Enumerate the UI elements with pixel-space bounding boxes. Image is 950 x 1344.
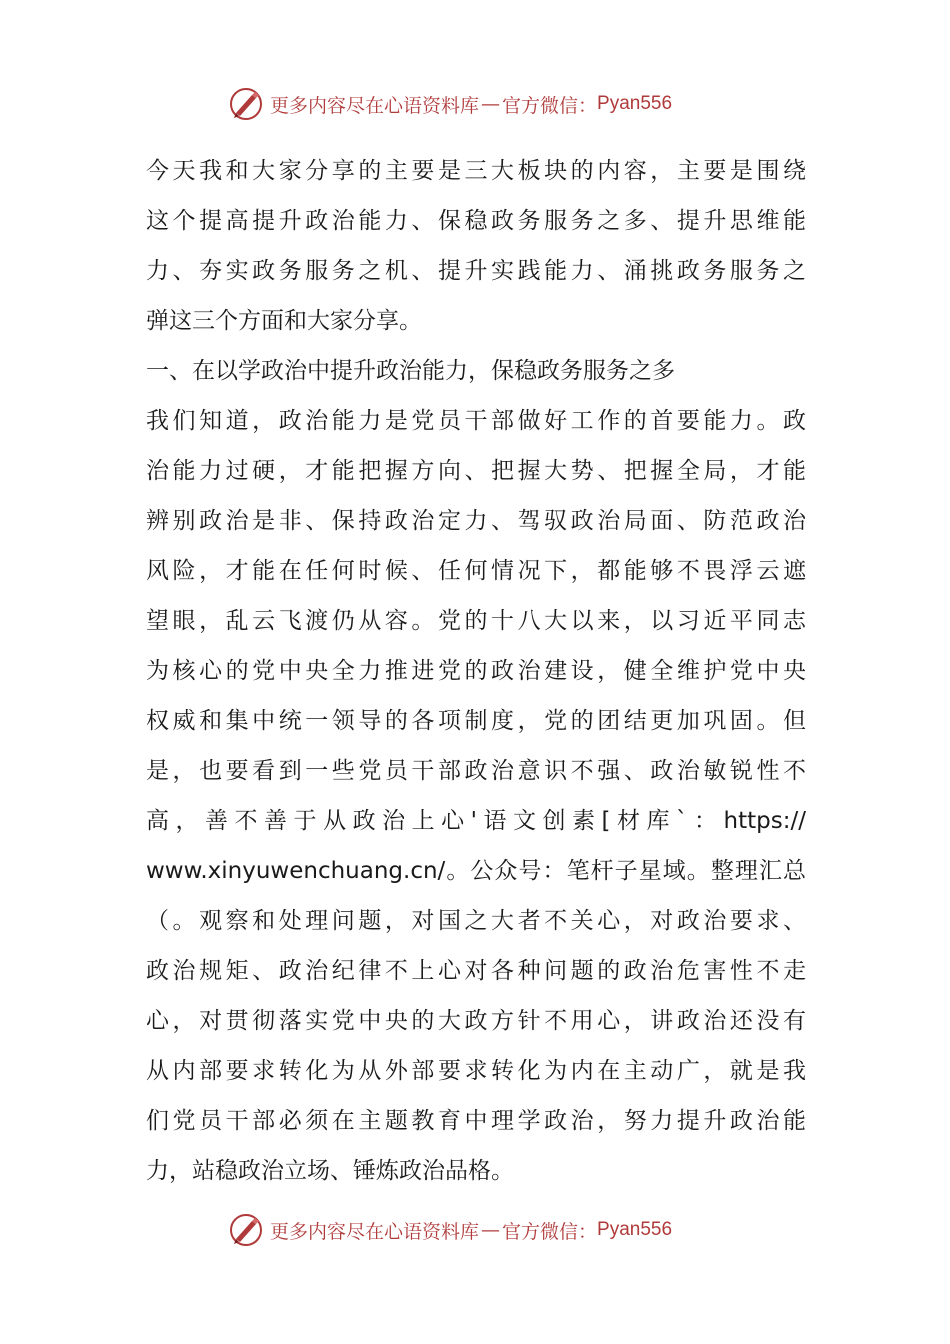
body-line: 治能力过硬，才能把握方向、把握大势、把握全局，才能 — [146, 458, 806, 484]
body-line: 高，善不善于从政治上心'语文创素[材库`：https:// — [146, 808, 806, 834]
body-line: （。观察和处理问题，对国之大者不关心，对政治要求、 — [146, 908, 806, 934]
body-line-url: www.xinyuwenchuang.cn/。公众号：笔杆子星域。整理汇总 — [146, 858, 806, 884]
body-line: 们党员干部必须在主题教育中理学政治，努力提升政治能 — [146, 1108, 806, 1134]
document-body — [146, 146, 806, 1196]
body-line: 我们知道，政治能力是党员干部做好工作的首要能力。政 — [146, 408, 806, 434]
banner-dash: — — [481, 1219, 501, 1241]
body-line: 从内部要求转化为从外部要求转化为内在主动广，就是我 — [146, 1058, 806, 1084]
banner-wechat-id: Pyan556 — [597, 1219, 673, 1240]
pen-logo-icon — [228, 1212, 264, 1248]
section-heading: 一、在以学政治中提升政治能力，保稳政务服务之多 — [146, 358, 675, 384]
banner-wechat-label: 官方微信： — [502, 1220, 598, 1243]
body-line: 今天我和大家分享的主要是三大板块的内容，主要是围绕 — [146, 158, 806, 184]
body-line: 政治规矩、政治纪律不上心对各种问题的政治危害性不走 — [146, 958, 806, 984]
footer-banner — [228, 1208, 748, 1252]
body-line: 望眼，乱云飞渡仍从容。党的十八大以来，以习近平同志 — [146, 608, 806, 634]
banner-wechat-id: Pyan556 — [597, 93, 673, 114]
banner-main-text: 更多内容尽在心语资料库 — [270, 94, 480, 117]
header-banner — [228, 82, 748, 126]
banner-wechat-label: 官方微信： — [502, 94, 598, 117]
banner-main-text: 更多内容尽在心语资料库 — [270, 1220, 480, 1243]
body-line: 弹这三个方面和大家分享。 — [146, 308, 422, 334]
body-line: 为核心的党中央全力推进党的政治建设，健全维护党中央 — [146, 658, 806, 684]
banner-dash: — — [481, 93, 501, 115]
body-line: 辨别政治是非、保持政治定力、驾驭政治局面、防范政治 — [146, 508, 806, 534]
body-line: 是，也要看到一些党员干部政治意识不强、政治敏锐性不 — [146, 758, 806, 784]
body-line: 权威和集中统一领导的各项制度，党的团结更加巩固。但 — [146, 708, 806, 734]
pen-logo-icon — [228, 86, 264, 122]
body-line: 这个提高提升政治能力、保稳政务服务之多、提升思维能 — [146, 208, 806, 234]
body-line: 风险，才能在任何时候、任何情况下，都能够不畏浮云遮 — [146, 558, 806, 584]
body-line: 力、夯实政务服务之机、提升实践能力、涌挑政务服务之 — [146, 258, 806, 284]
body-line: 力，站稳政治立场、锤炼政治品格。 — [146, 1158, 514, 1184]
body-line: 心，对贯彻落实党中央的大政方针不用心，讲政治还没有 — [146, 1008, 806, 1034]
